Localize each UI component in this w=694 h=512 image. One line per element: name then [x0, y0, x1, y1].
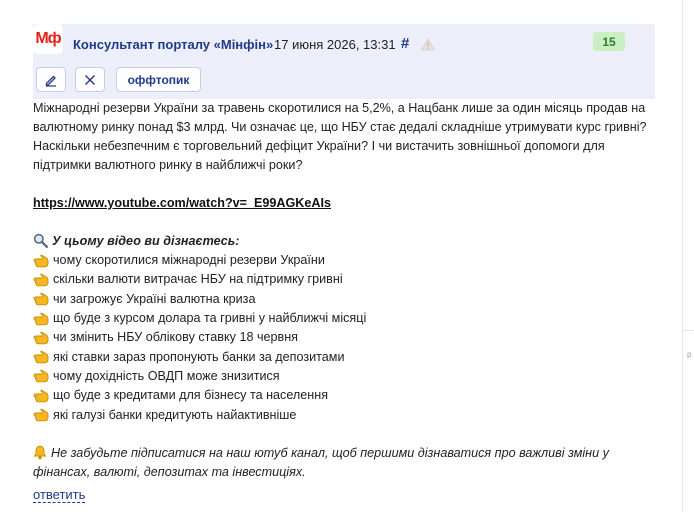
sidebar-fragment-text: р	[687, 350, 692, 359]
pointing-hand-icon	[33, 369, 49, 383]
magnifier-icon	[33, 233, 48, 248]
list-item: чи загрожує Україні валютна криза	[33, 290, 655, 309]
pointing-hand-icon	[33, 350, 49, 364]
pointing-hand-icon	[33, 292, 49, 306]
forum-post	[33, 24, 655, 505]
subscribe-note: Не забудьте підписатися на наш ютуб канал, щоб першими дізнаватися про важливі зміни у фінансах, валюті, депозитах та інвестиціях.	[33, 445, 609, 479]
post-date: 17 июня 2026, 13:31	[274, 37, 396, 52]
bell-icon	[33, 445, 47, 460]
topic-list	[33, 251, 655, 425]
pointing-hand-icon	[33, 331, 49, 345]
pointing-hand-icon	[33, 408, 49, 422]
intro-paragraph: Міжнародні резерви України за травень скоротилися на 5,2%, а Нацбанк лише за один місяць продав на валютному ринку понад $3 млрд. Чи означає це, що НБУ стає дедалі складніше утримувати курс гривні? Наскільки небезпечним є торговельний дефіцит України? І чи вистачить зовнішньої допомоги для підтримки валютного ринку в найближчі роки?	[33, 101, 647, 172]
author-name[interactable]: Консультант порталу «Мінфін»	[73, 37, 274, 52]
reply-link[interactable]: ответить	[33, 486, 86, 502]
pointing-hand-icon	[33, 312, 49, 326]
sidebar-border	[682, 0, 694, 512]
list-item: скільки валюти витрачає НБУ на підтримку гривні	[33, 270, 655, 289]
list-item: що буде з курсом долара та гривні у найближчі місяці	[33, 309, 655, 328]
close-button[interactable]	[75, 67, 105, 92]
rating-badge: 15	[593, 32, 625, 51]
list-item: які ставки зараз пропонують банки за депозитами	[33, 347, 655, 366]
list-item: що буде з кредитами для бізнесу та населення	[33, 386, 655, 405]
pointing-hand-icon	[33, 254, 49, 268]
section-heading: У цьому відео ви дізнаєтесь:	[33, 232, 655, 251]
offtopic-button[interactable]: оффтопик	[116, 67, 201, 92]
youtube-link[interactable]: https://www.youtube.com/watch?v=_E99AGKeAIs	[33, 196, 331, 210]
post-header	[33, 24, 655, 99]
minfin-logo[interactable]: Мф	[33, 24, 63, 54]
list-item: чому скоротилися міжнародні резерви України	[33, 251, 655, 270]
post-body	[33, 99, 655, 505]
pointing-hand-icon	[33, 389, 49, 403]
pointing-hand-icon	[33, 273, 49, 287]
edit-button[interactable]	[36, 67, 66, 92]
warning-icon[interactable]	[421, 38, 435, 51]
hash-icon[interactable]: #	[401, 35, 410, 52]
list-item: які галузі банки кредитують найактивніше	[33, 405, 655, 424]
list-item: чи змінить НБУ облікову ставку 18 червня	[33, 328, 655, 347]
list-item: чому дохідність ОВДП може знизитися	[33, 367, 655, 386]
close-icon	[84, 74, 96, 86]
pencil-icon	[44, 73, 58, 87]
